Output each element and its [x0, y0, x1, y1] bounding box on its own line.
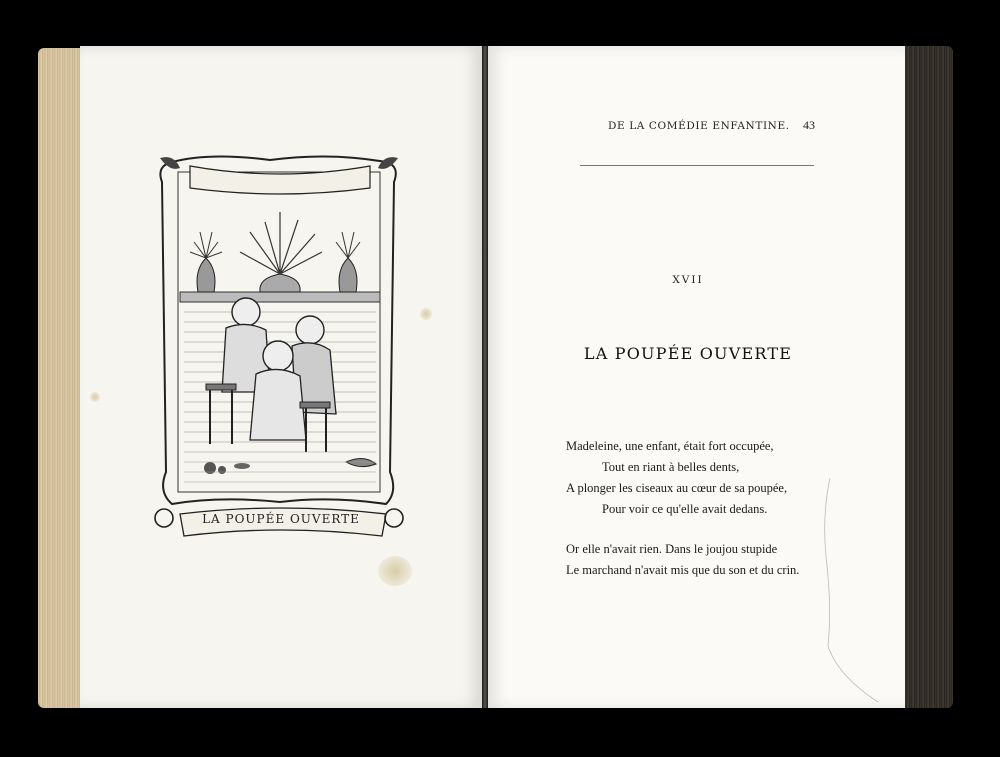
page-number: 43 — [803, 118, 815, 132]
pencil-mark — [818, 476, 888, 706]
foxing-stain — [378, 556, 412, 586]
engraving-drawing — [150, 152, 408, 537]
verse-line: Le marchand n'avait mis que du son et du crin. — [566, 563, 800, 577]
foxing-spot — [420, 308, 432, 320]
verse-line: Or elle n'avait rien. Dans le joujou stupide — [566, 542, 778, 556]
verse-line: Pour voir ce qu'elle avait dedans. — [602, 502, 768, 516]
chapter-title: LA POUPÉE OUVERTE — [583, 344, 793, 363]
right-page-edges — [905, 46, 953, 708]
plate-caption: LA POUPÉE OUVERTE — [202, 512, 360, 526]
verse-line: Madeleine, une enfant, était fort occupée, — [566, 439, 774, 453]
verse-line: Tout en riant à belles dents, — [602, 460, 740, 474]
running-head: DE LA COMÉDIE ENFANTINE. — [608, 120, 790, 132]
right-page — [488, 46, 908, 708]
foxing-spot — [90, 392, 100, 402]
header-rule — [580, 165, 814, 166]
engraving-illustration — [150, 152, 408, 537]
left-page — [80, 46, 482, 708]
verse-line: A plonger les ciseaux au cœur de sa poupée, — [566, 481, 788, 495]
chapter-number: XVII — [672, 274, 704, 286]
